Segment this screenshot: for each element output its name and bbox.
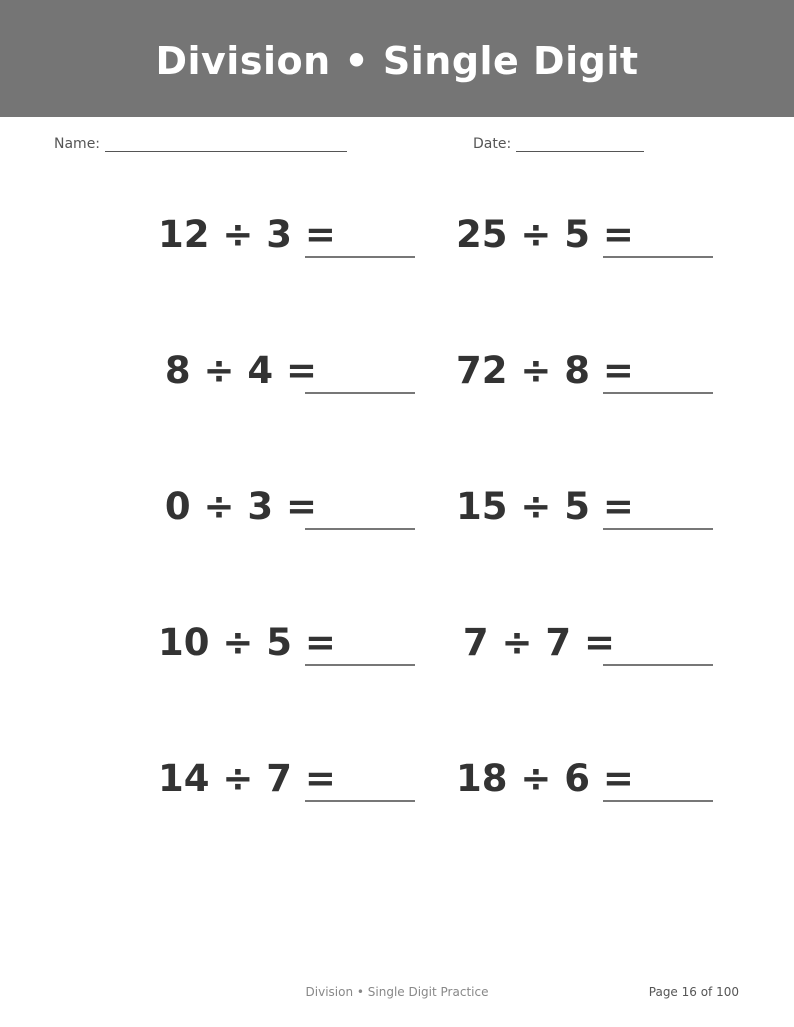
answer-line <box>305 664 415 666</box>
problem-expression: 72 ÷ 8 = <box>456 349 634 392</box>
answer-line <box>603 392 713 394</box>
name-label: Name: <box>54 136 101 152</box>
problem-expression: 7 ÷ 7 = <box>462 621 615 664</box>
name-field <box>54 136 347 152</box>
page-number: Page 16 of 100 <box>648 985 739 999</box>
problem-expression: 12 ÷ 3 = <box>158 213 336 256</box>
problem-expression: 25 ÷ 5 = <box>456 213 634 256</box>
date-blank-line <box>516 137 644 152</box>
problem-expression: 15 ÷ 5 = <box>456 485 634 528</box>
footer-title: Division • Single Digit Practice <box>305 985 489 999</box>
problem-expression: 10 ÷ 5 = <box>158 621 336 664</box>
answer-line <box>603 800 713 802</box>
worksheet-title: Division • Single Digit <box>155 38 639 83</box>
answer-line <box>603 256 713 258</box>
date-field <box>473 136 644 152</box>
answer-line <box>603 664 713 666</box>
name-blank-line <box>105 137 347 152</box>
answer-line <box>305 528 415 530</box>
problem-expression: 14 ÷ 7 = <box>158 757 336 800</box>
problem-expression: 18 ÷ 6 = <box>456 757 634 800</box>
worksheet-header <box>0 0 794 117</box>
answer-line <box>305 800 415 802</box>
problem-expression: 8 ÷ 4 = <box>164 349 317 392</box>
answer-line <box>305 256 415 258</box>
answer-line <box>603 528 713 530</box>
answer-line <box>305 392 415 394</box>
problem-expression: 0 ÷ 3 = <box>164 485 317 528</box>
date-label: Date: <box>473 136 512 152</box>
